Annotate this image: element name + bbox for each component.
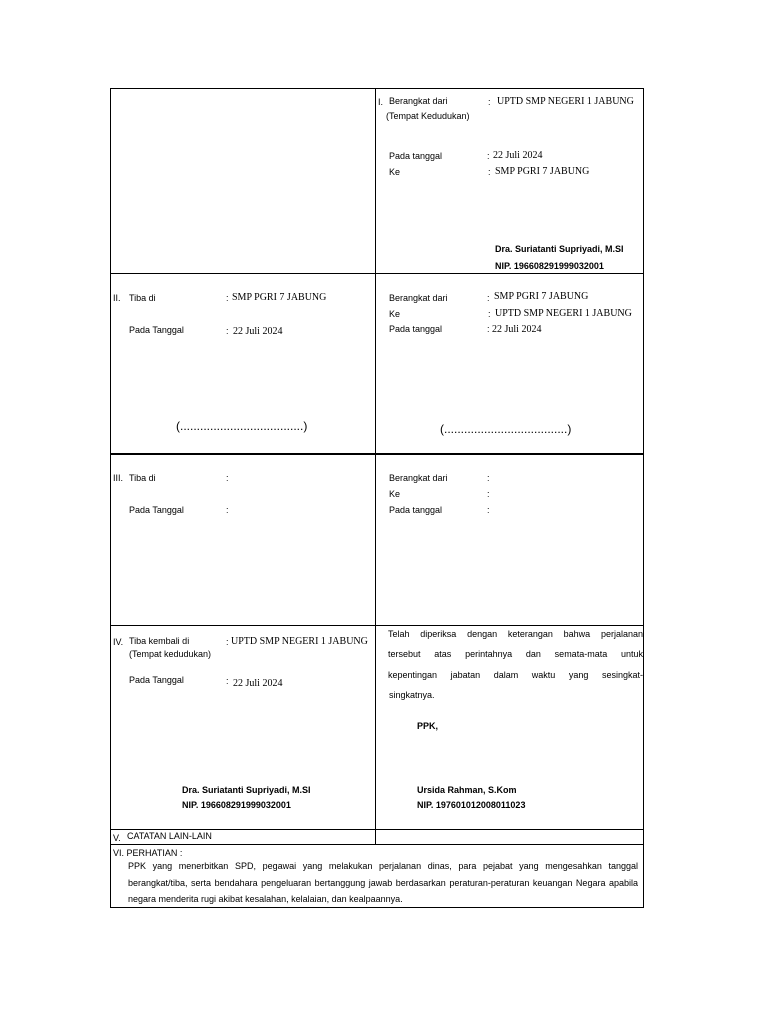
section4-left-signer-nip: NIP. 196608291999032001 [182,800,291,810]
section2-to-label: Ke [389,309,401,319]
section4-statement-line-1: Telah diperiksa dengan keterangan bahwa perjalanan [388,629,643,639]
section4-number: IV. [113,637,124,647]
section2-date-colon: : [226,326,229,336]
section1-number: I. [378,97,384,107]
section3-depart-date-label: Pada tanggal [389,505,443,515]
section1-date-label: Pada tanggal [389,151,443,161]
section1-depart-label: Berangkat dari [389,96,448,106]
section2-date-label: Pada Tanggal [129,325,184,335]
border-left [110,88,111,908]
section1-to-value: SMP PGRI 7 JABUNG [495,166,590,177]
section4-ppk-label: PPK, [417,721,439,731]
section2-arrive-label: Tiba di [129,293,156,303]
section1-signer-name: Dra. Suriatanti Supriyadi, M.SI [495,244,624,254]
section2-to-value: UPTD SMP NEGERI 1 JABUNG [495,308,632,319]
section3-depart-colon: : [487,473,490,483]
section3-arrive-colon: : [226,473,229,483]
section1-to-colon: : [488,167,491,177]
section2-signature-left: (.....................................) [176,419,308,433]
section4-statement-line-3: kepentingan jabatan dalam waktu yang sesingkat- [388,670,643,680]
section4-statement-line-2: tersebut atas perintahnya dan semata-mata untuk [388,649,643,659]
row-divider-5 [110,844,644,845]
section4-statement-line-4: singkatnya. [389,690,435,700]
section3-depart-date-colon: : [487,505,490,515]
section3-date-label: Pada Tanggal [129,505,184,515]
section3-depart-label: Berangkat dari [389,473,448,483]
section2-arrive-value: SMP PGRI 7 JABUNG [232,292,327,303]
section2-to-colon: : [488,309,491,319]
section4-left-signer-name: Dra. Suriatanti Supriyadi, M.SI [182,785,311,795]
section6-label: VI. PERHATIAN : [113,848,183,858]
section2-depart-date-label: Pada tanggal [389,324,443,334]
section6-text: PPK yang menerbitkan SPD, pegawai yang melakukan perjalanan dinas, para pejabat yang mengesahkan tanggal berangkat/tiba, serta bendahara pengeluaran bertanggung jawab berdasarkan peraturan-peraturan keuangan Negara apabila negara menderita rugi akibat kesalahan, kelalaian, dan kealpaannya. [128,861,638,904]
section4-date-value: 22 Juli 2024 [233,678,283,689]
section4-right-signer-nip: NIP. 197601012008011023 [417,800,526,810]
section5-number: V. [113,833,121,843]
section1-date-colon: : [487,151,490,161]
section2-depart-colon: : [487,293,490,303]
section2-arrive-colon: : [226,293,229,303]
section1-signer-nip: NIP. 196608291999032001 [495,261,604,271]
section4-date-colon: : [226,676,229,686]
section4-return-colon: : [226,637,229,647]
column-divider [375,88,376,845]
section3-date-colon: : [226,505,229,515]
row-divider-4 [110,829,644,830]
section1-to-label: Ke [389,167,401,177]
border-top [110,88,644,89]
section4-return-value: UPTD SMP NEGERI 1 JABUNG [231,636,368,647]
border-right [643,88,644,908]
section2-date-value: 22 Juli 2024 [233,326,283,337]
section4-return-label: Tiba kembali di [129,636,190,646]
section2-depart-date-colon: : [487,324,490,334]
row-divider-2 [110,453,644,455]
section1-date-value: 22 Juli 2024 [493,150,543,161]
row-divider-1 [110,273,644,274]
section1-depart-sub: (Tempat Kedudukan) [386,111,470,121]
section2-number: II. [113,293,121,303]
section5-label: CATATAN LAIN-LAIN [127,831,212,841]
section2-signature-right: (.....................................) [440,422,572,436]
section4-return-sub: (Tempat kedudukan) [129,649,212,659]
section1-depart-value: UPTD SMP NEGERI 1 JABUNG [497,96,634,107]
section3-to-colon: : [487,489,490,499]
section4-date-label: Pada Tanggal [129,675,184,685]
section3-number: III. [113,473,124,483]
section2-depart-date-value: 22 Juli 2024 [492,324,542,335]
section2-depart-value: SMP PGRI 7 JABUNG [494,291,589,302]
section1-depart-colon: : [488,97,491,107]
section3-arrive-label: Tiba di [129,473,156,483]
section3-to-label: Ke [389,489,401,499]
section2-depart-label: Berangkat dari [389,293,448,303]
section4-right-signer-name: Ursida Rahman, S.Kom [417,785,517,795]
